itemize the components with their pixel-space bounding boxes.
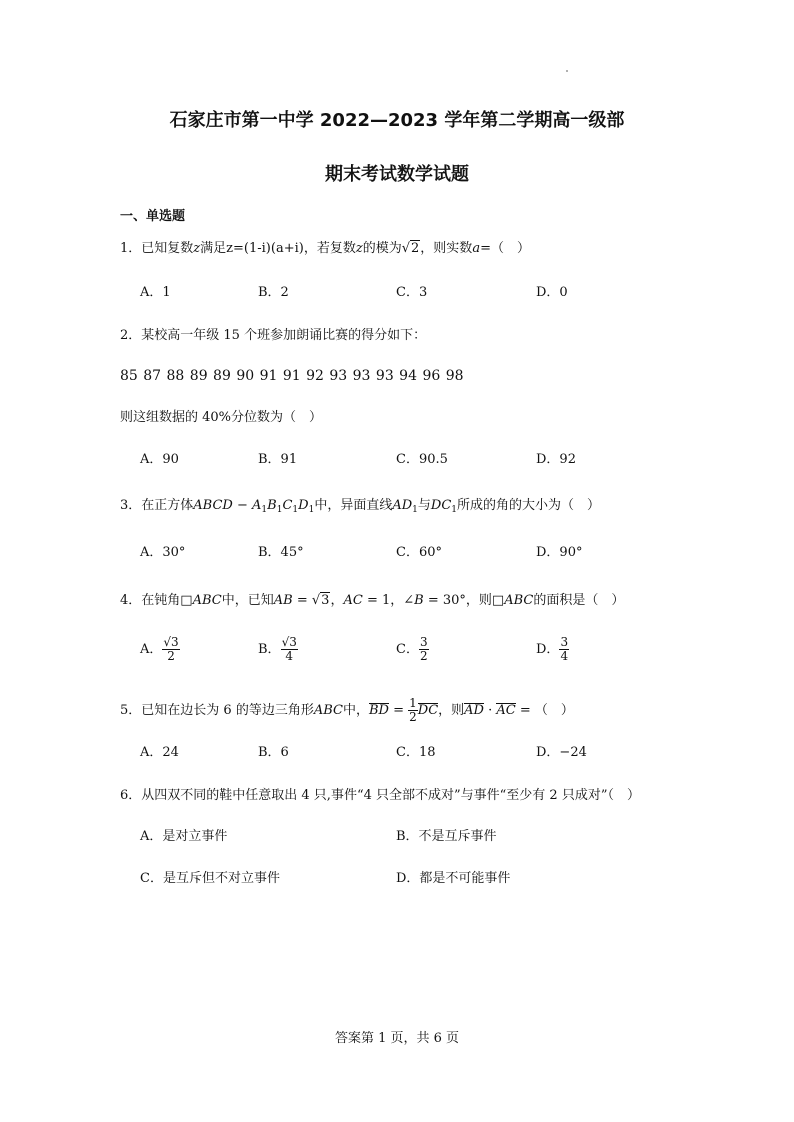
numerator: 3 [560, 635, 569, 649]
q4-side-ab: AB [273, 593, 293, 608]
q4-comma: ， [330, 593, 344, 608]
q4-option-c [396, 636, 429, 663]
q1-number: 1． [120, 241, 142, 256]
q4-text-4: 的面积是（ ） [533, 593, 625, 608]
q3-text-2: 中，异面直线 [314, 498, 393, 513]
option-label: C． [396, 642, 419, 657]
q6-option-a: A．是对立事件 [140, 829, 228, 844]
q4-text-2: 中，已知 [221, 593, 274, 608]
radicand: 2 [411, 241, 420, 256]
q2-option-c: C．90.5 [396, 452, 448, 467]
sqrt-sign: √ [401, 241, 411, 256]
q4-equals-1: = 1， [362, 593, 404, 608]
q5-option-b: B．6 [258, 745, 289, 760]
fraction [281, 636, 298, 663]
q1-equation: z=(1-i)(a+i) [226, 241, 304, 256]
q3-vertex-a1: A [252, 498, 262, 513]
option-label: A． [140, 642, 163, 657]
q3-option-d: D．90° [536, 545, 583, 560]
q3-option-b: B．45° [258, 545, 304, 560]
question-5-stem [120, 697, 574, 724]
denominator: 2 [419, 649, 428, 663]
question-2-stem: 2．某校高一年级 15 个班参加朗诵比赛的得分如下： [120, 328, 427, 343]
fraction-one-half [408, 697, 418, 724]
q3-option-c: C．60° [396, 545, 442, 560]
q1-var-z2: z [355, 241, 363, 256]
q1-text-4: 的模为 [362, 241, 402, 256]
q1-text-1: 已知复数 [141, 241, 194, 256]
numerator: √3 [163, 635, 179, 649]
numerator: 3 [419, 635, 428, 649]
q4-sqrt3 [312, 592, 331, 610]
q3-line-ad1: AD [392, 498, 413, 513]
q4-triangle-abc: ABC [192, 593, 222, 608]
q3-vertex-b1: B [267, 498, 277, 513]
q5-vector-ac: AC [496, 703, 516, 718]
question-4-stem [120, 592, 624, 610]
q5-text-2: 中， [342, 703, 369, 718]
q5-text-4: = （ ） [515, 703, 574, 718]
radicand: 3 [321, 593, 330, 608]
q1-sqrt2 [402, 240, 421, 258]
q3-text-3: 与 [417, 498, 431, 513]
q1-option-a: A．1 [140, 285, 171, 300]
q2-score-list: 85 87 88 89 89 90 91 91 92 93 93 93 94 96 98 [120, 368, 464, 384]
q1-text-2: 满足 [200, 241, 227, 256]
subscript-1: 1 [292, 505, 299, 515]
q5-equals: = [388, 703, 409, 718]
q2-option-b: B．91 [258, 452, 298, 467]
q4-angle-b: B [414, 593, 424, 608]
question-1-stem [120, 240, 530, 258]
q1-var-a: a [472, 241, 481, 256]
question-3-stem [120, 497, 600, 519]
numerator: 1 [409, 696, 417, 710]
exam-title-line2: 期末考试数学试题 [325, 164, 469, 185]
q6-option-c: C．是互斥但不对立事件 [140, 871, 280, 886]
q3-text-1: 在正方体 [141, 498, 194, 513]
q6-option-d: D．都是不可能事件 [396, 871, 511, 886]
q4-triangle-abc-2: ABC [504, 593, 534, 608]
q3-text-4: 所成的角的大小为（ ） [457, 498, 601, 513]
fraction [419, 636, 429, 663]
option-label: B． [258, 642, 281, 657]
q3-vertex-d1: D [298, 498, 309, 513]
denominator: 2 [167, 649, 175, 663]
q5-vector-bd: BD [368, 703, 389, 718]
q3-line-dc1: DC [430, 498, 452, 513]
q4-option-a [140, 636, 180, 663]
exam-title-line1: 石家庄市第一中学 2022—2023 学年第二学期高一级部 [169, 110, 625, 131]
sqrt-sign: √ [311, 593, 321, 608]
q3-minus: − [232, 498, 253, 513]
dot-product-symbol: · [483, 703, 497, 718]
q4-text-1: 在钝角 [141, 593, 181, 608]
q5-option-d: D．−24 [536, 745, 587, 760]
section-heading-single-choice: 一、单选题 [120, 209, 186, 224]
q4-number: 4． [120, 593, 142, 608]
denominator: 2 [409, 710, 417, 724]
q1-option-b: B．2 [258, 285, 289, 300]
subscript-1: 1 [261, 505, 268, 515]
q5-option-a: A．24 [140, 745, 179, 760]
q3-option-a: A．30° [140, 545, 186, 560]
numerator: √3 [281, 635, 297, 649]
q5-vector-ad: AD [464, 703, 484, 718]
angle-symbol: ∠ [403, 593, 415, 608]
q1-text-5: ，则实数 [420, 241, 473, 256]
triangle-symbol: □ [180, 593, 193, 608]
q2-option-d: D．92 [536, 452, 576, 467]
fraction [559, 636, 569, 663]
q1-option-d: D．0 [536, 285, 568, 300]
subscript-1: 1 [308, 505, 315, 515]
subscript-1: 1 [412, 505, 418, 515]
q3-cube-base: ABCD [193, 498, 233, 513]
q4-equals-30deg: = 30°，则 [423, 593, 492, 608]
denominator: 4 [560, 649, 569, 663]
q4-equals: = [292, 593, 312, 608]
q5-option-c: C．18 [396, 745, 436, 760]
q1-option-c: C．3 [396, 285, 428, 300]
question-6-stem: 6．从四双不同的鞋中任意取出 4 只,事件“4 只全部不成对”与事件“至少有 2 只成对”（ ） [120, 788, 640, 803]
q1-text-3: ，若复数 [303, 241, 356, 256]
q4-side-ac: AC [343, 593, 363, 608]
q2-question: 则这组数据的 40%分位数为（ ） [120, 410, 323, 425]
subscript-1: 1 [276, 505, 283, 515]
q6-option-b: B．不是互斥事件 [396, 829, 497, 844]
triangle-symbol: □ [491, 593, 505, 608]
option-label: D． [536, 642, 560, 657]
q1-text-6: =（ ） [480, 241, 530, 256]
q5-triangle-abc: ABC [313, 703, 343, 718]
q5-text-1: 已知在边长为 6 的等边三角形 [141, 703, 314, 718]
denominator: 4 [285, 649, 294, 663]
q3-number: 3． [120, 498, 142, 513]
q1-var-z: z [193, 241, 201, 256]
page-footer: 答案第 1 页，共 6 页 [334, 1031, 460, 1046]
q4-option-b [258, 636, 298, 663]
subscript-1: 1 [451, 505, 457, 515]
q4-option-d [536, 636, 569, 663]
q5-number: 5． [120, 703, 142, 718]
q2-option-a: A．90 [140, 452, 179, 467]
scan-speck [566, 70, 568, 72]
q5-text-3: ，则 [438, 703, 465, 718]
q5-vector-dc: DC [417, 703, 439, 718]
q3-vertex-c1: C [282, 498, 293, 513]
fraction [162, 636, 179, 663]
